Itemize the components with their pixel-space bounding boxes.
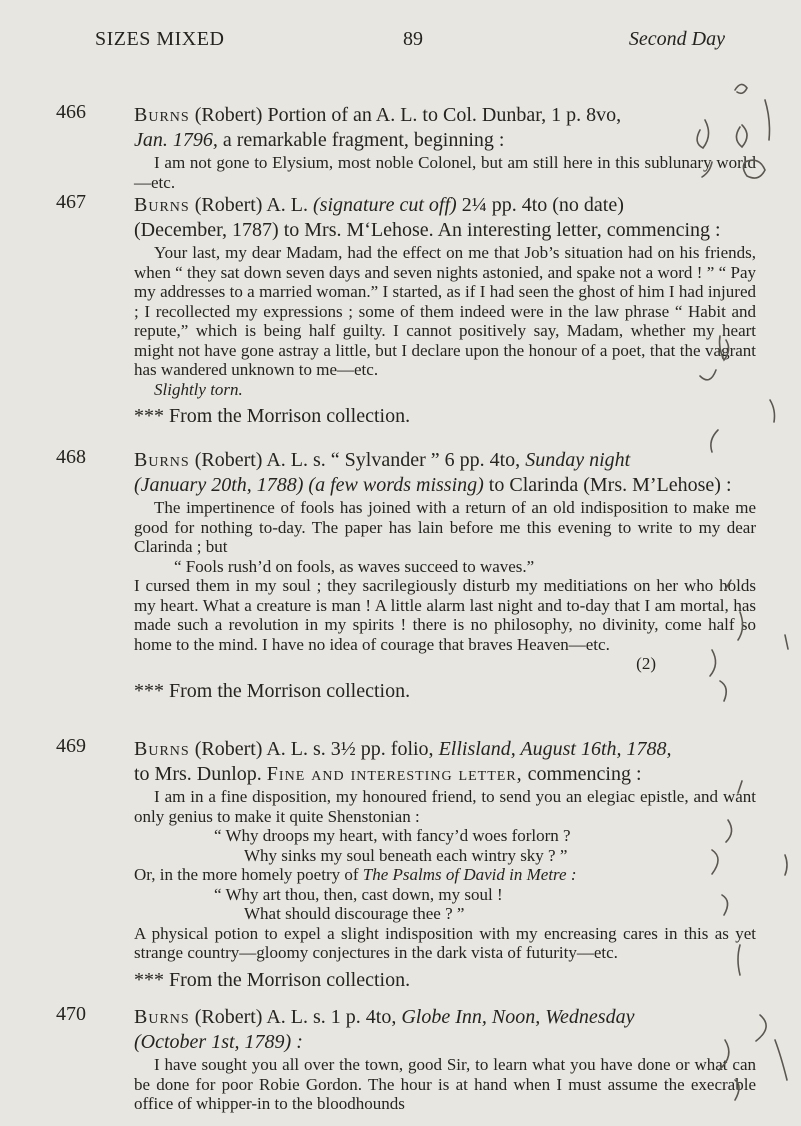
lot-title: (Robert) A. L. s. 1 p. 4to,	[194, 1006, 397, 1028]
running-head-right: Second Day	[628, 28, 725, 50]
lot-desc-end: commencing :	[527, 763, 642, 785]
lot-desc-emphasis: Fine and interesting letter,	[266, 763, 523, 785]
author-name: Burns	[134, 1006, 190, 1028]
lot-condition: Slightly torn.	[154, 379, 243, 399]
lot-quote: Your last, my dear Madam, had the effect on me that Job’s situation had on his friends, when “ they sat down seven days and seven nights astonied, and spake not a word ! ” “ Pay my addresses to a married woman.” I started, as if I had seen the ghost of him I had injured ; I recollected my expressions ; some of them indeed were in the law phrase “ Habit and repute,” which is being half guilty. I cannot positively say, Madam, whether my heart might not have gone astray a little, but I declare upon the honour of a poet, that the vagrant has wandered unknown to me—etc.	[134, 243, 756, 379]
lot-quote-rest: A physical potion to expel a slight indisposition with my encreasing cares in this as yet strange country—gloomy conjectures in the dark vista of futurity—etc.	[134, 923, 756, 962]
lot-quote: I am not gone to Elysium, most noble Colonel, but am still here in this sublunary world—etc.	[134, 153, 756, 192]
lot-count: (2)	[636, 654, 656, 673]
lot-466	[56, 103, 756, 192]
lot-title: (Robert) A. L. s. “ Sylvander ” 6 pp. 4to,	[194, 449, 521, 471]
lot-provenance: *** From the Morrison collection.	[134, 405, 411, 427]
lot-title: (Robert) A. L.	[194, 194, 308, 216]
author-name: Burns	[134, 449, 190, 471]
lot-number: 469	[56, 735, 86, 757]
lot-title-italic: Globe Inn, Noon, Wednesday	[401, 1006, 635, 1028]
lot-quote: The impertinence of fools has joined with a return of an old indisposition to make me good for nothing to-day. The paper has lain before me this evening to write to my dear Clarinda ; but	[134, 498, 756, 556]
lot-provenance: *** From the Morrison collection.	[134, 679, 411, 702]
lot-number: 470	[56, 1003, 86, 1025]
poem-line: Why sinks my soul beneath each wintry sky ? ”	[244, 845, 568, 865]
page-number: 89	[403, 28, 423, 50]
author-name: Burns	[134, 104, 190, 126]
lot-desc: to Mrs. Dunlop.	[134, 763, 262, 785]
lot-desc: to Clarinda (Mrs. M’Lehose) :	[488, 474, 732, 496]
lot-number: 468	[56, 446, 86, 468]
lot-quote-rest: I cursed them in my soul ; they sacrilegiously disturb my meditiations on her who holds my heart. What a creature is man ! A little alarm last night and to-day that I am mortal, has made such a revolution in my spirits ! there is no philosophy, no divinity, come half so home to the mind. I have no idea of courage that braves Heaven—etc.	[134, 576, 756, 654]
lot-date: (December, 1787)	[134, 219, 279, 241]
lot-468	[56, 448, 756, 704]
lot-desc: a remarkable fragment, beginning :	[222, 129, 505, 151]
lot-number: 467	[56, 191, 86, 213]
lot-title-rest: 2¼ pp. 4to (no date)	[461, 194, 624, 216]
lot-desc: to Mrs. M‘Lehose. An interesting letter, commencing :	[283, 219, 721, 241]
lot-470	[56, 1005, 756, 1114]
lot-date: (January 20th, 1788) (a few words missing)	[134, 474, 484, 496]
poem-line: “ Why art thou, then, cast down, my soul !	[214, 884, 503, 904]
lot-quote: I have sought you all over the town, good Sir, to learn what you have done or what can be done for poor Robie Gordon. The hour is at hand when I must assume the execrable office of whipper-in to the bloodhounds	[134, 1055, 756, 1113]
lot-date: Jan. 1796,	[134, 129, 218, 151]
lot-mid-italic: The Psalms of David in Metre :	[362, 865, 577, 884]
lot-mid: Or, in the more homely poetry of	[134, 865, 359, 884]
lot-title-italic: Ellisland, August 16th, 1788,	[438, 738, 672, 760]
poem-line: “ Why droops my heart, with fancy’d woes forlorn ?	[214, 826, 571, 845]
lot-provenance: *** From the Morrison collection.	[134, 968, 411, 991]
running-head-left: SIZES MIXED	[95, 28, 225, 50]
author-name: Burns	[134, 738, 190, 760]
author-name: Burns	[134, 194, 190, 216]
lot-quote: I am in a fine disposition, my honoured friend, to send you an elegiac epistle, and want only genius to make it quite Shenstonian :	[134, 787, 756, 826]
lot-number: 466	[56, 101, 86, 123]
poem-line: What should discourage thee ? ”	[244, 904, 465, 923]
lot-469	[56, 737, 756, 993]
lot-467	[56, 193, 756, 429]
page-header	[95, 28, 725, 52]
lot-title: (Robert) Portion of an A. L. to Col. Dunbar, 1 p. 8vo,	[194, 104, 622, 126]
lot-quote-line: “ Fools rush’d on fools, as waves succeed to waves.”	[174, 556, 535, 576]
lot-title-italic: (signature cut off)	[313, 194, 457, 216]
lot-title: (Robert) A. L. s. 3½ pp. folio,	[194, 738, 434, 760]
lot-title-italic: Sunday night	[525, 449, 631, 471]
lot-date: (October 1st, 1789) :	[134, 1031, 303, 1053]
